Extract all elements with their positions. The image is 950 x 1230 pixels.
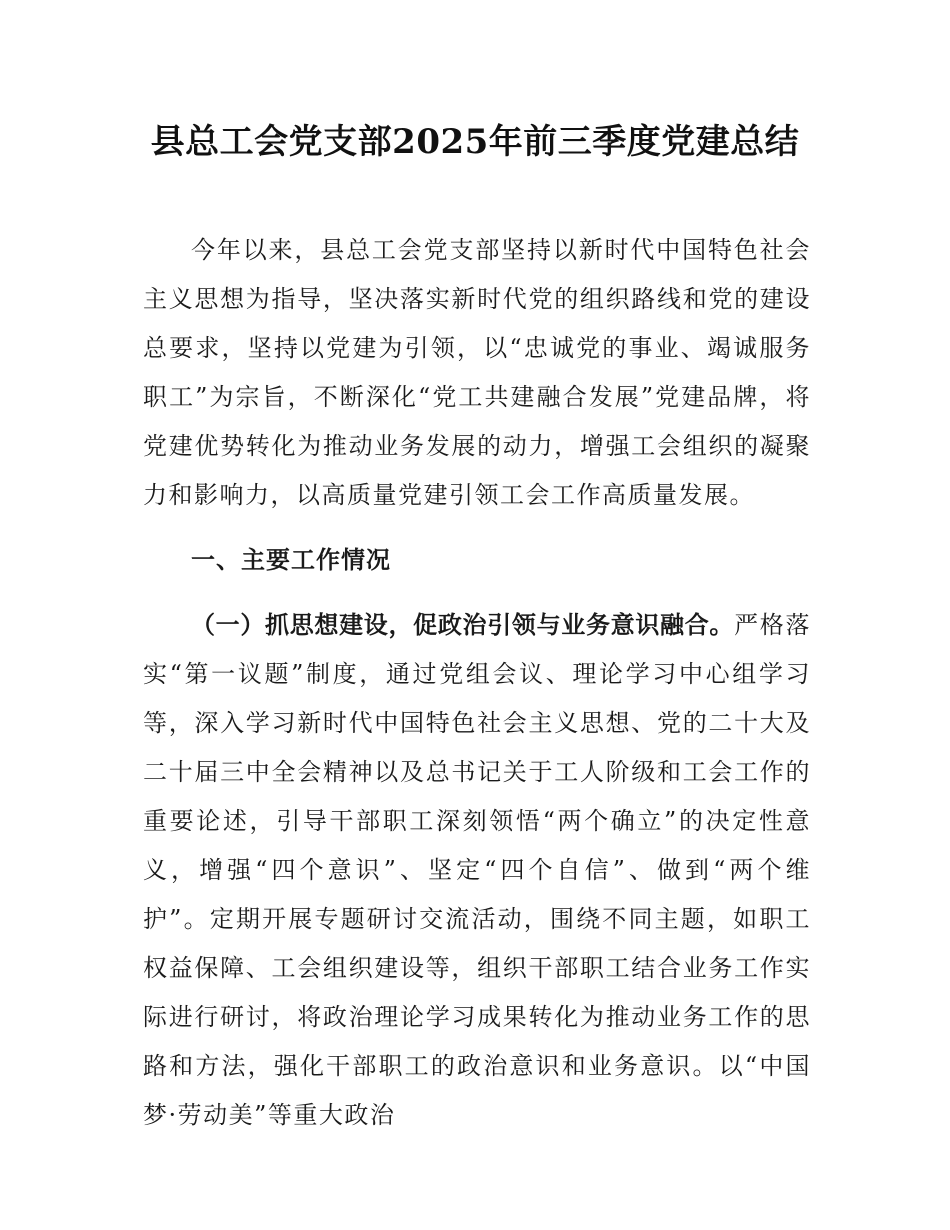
intro-paragraph: 今年以来，县总工会党支部坚持以新时代中国特色社会主义思想为指导，坚决落实新时代党的组织路线和党的建设总要求，坚持以党建为引领，以“忠诚党的事业、竭诚服务职工”为宗旨，不断深化“党工共建融合发展”党建品牌，将党建优势转化为推动业务发展的动力，增强工会组织的凝聚力和影响力，以高质量党建引领工会工作高质量发展。: [143, 236, 811, 509]
subsection-heading: （一）抓思想建设，促政治引领与业务意识融合。: [191, 611, 735, 639]
document-title: 县总工会党支部2025年前三季度党建总结: [150, 122, 800, 162]
section-heading: 一、主要工作情况: [191, 546, 391, 574]
document-body: [143, 226, 811, 1140]
subsection-text: 严格落实“第一议题”制度，通过党组会议、理论学习中心组学习等，深入学习新时代中国特色社会主义思想、党的二十大及二十届三中全会精神以及总书记关于工人阶级和工会工作的重要论述，引导干部职工深刻领悟“两个确立”的决定性意义，增强“四个意识”、坚定“四个自信”、做到“两个维护”。定期开展专题研讨交流活动，围绕不同主题，如职工权益保障、工会组织建设等，组织干部职工结合业务工作实际进行研讨，将政治理论学习成果转化为推动业务工作的思路和方法，强化干部职工的政治意识和业务意识。以“中国梦·劳动美”等重大政治: [143, 611, 811, 1129]
subsection-paragraph: [143, 601, 811, 1140]
